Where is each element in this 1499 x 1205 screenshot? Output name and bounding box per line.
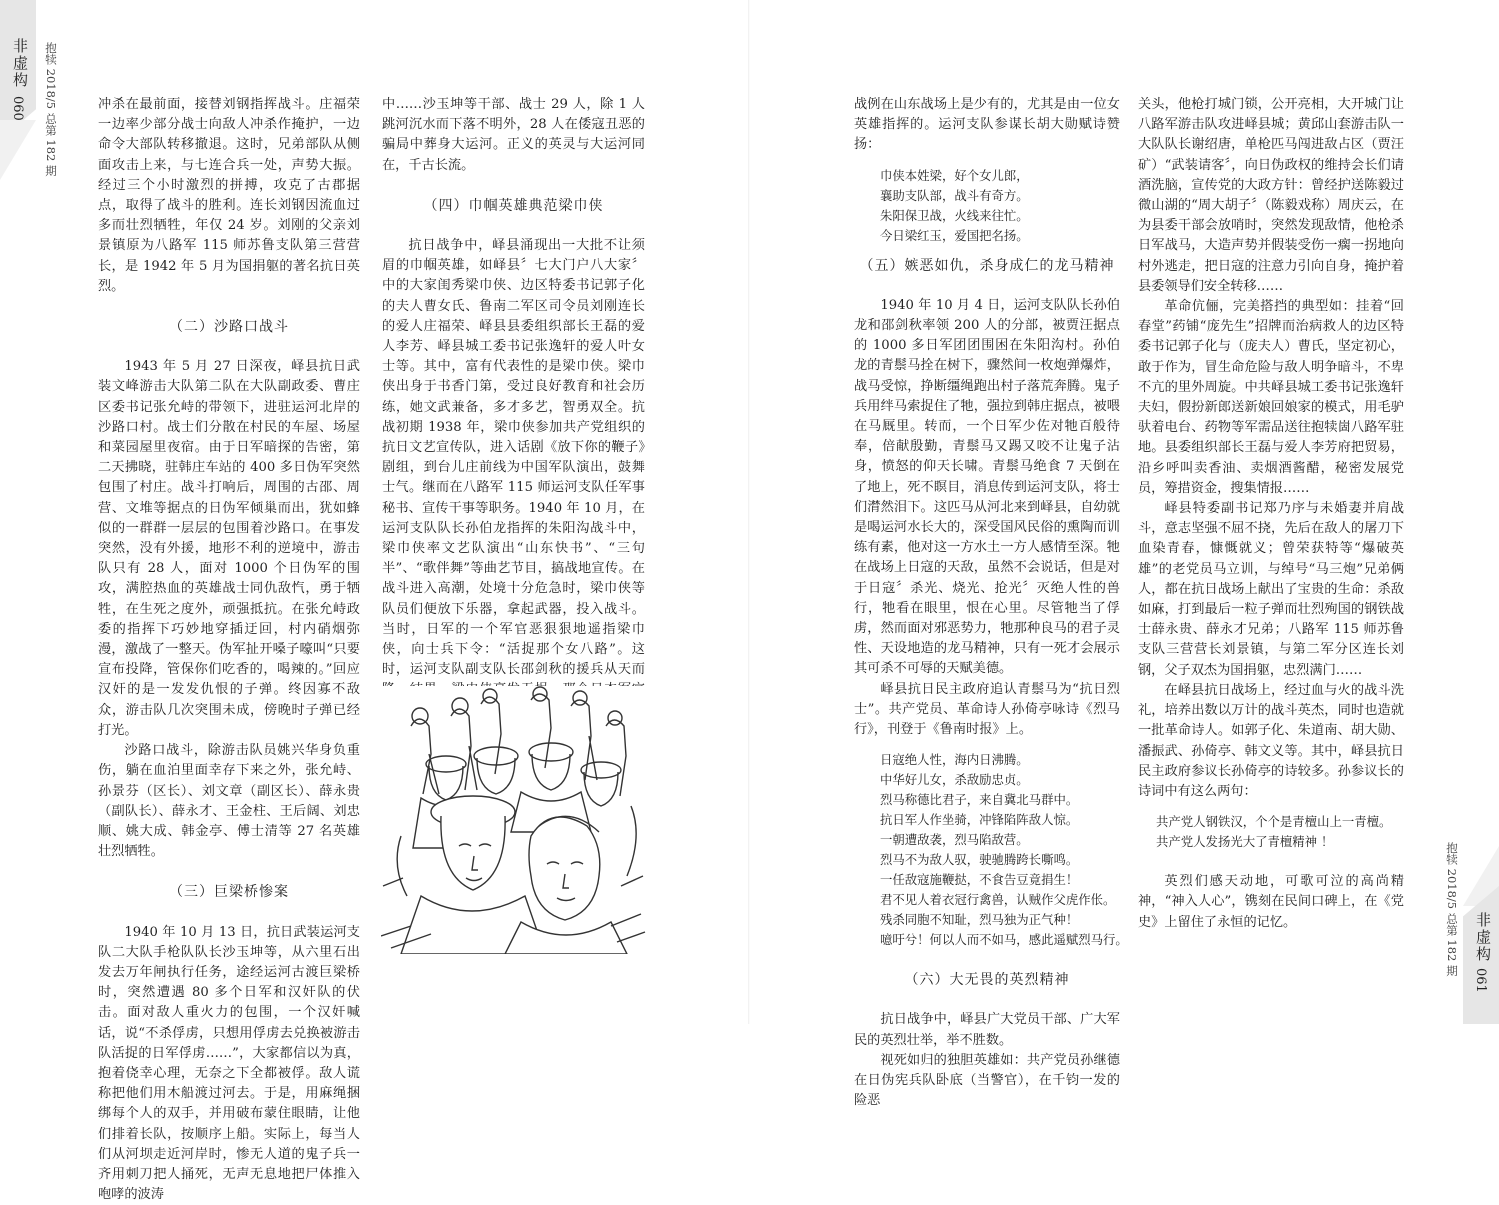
paragraph: 战例在山东战场上是少有的，尤其是由一位女英雄指挥的。运河支队参谋长胡大勋赋诗赞扬： [854, 97, 1120, 153]
poem-line: 一朝遭敌袭，烈马陷敌营。 [880, 832, 1029, 848]
section-heading-3: （三）巨梁桥惨案 [169, 884, 289, 901]
poem-line: 日寇绝人性，海内日沸腾。 [880, 752, 1029, 768]
paragraph: 峄县特委副书记郑乃序与未婚妻并肩战斗，意志坚强不屈不挠，先后在敌人的屠刀下血染青春，慷慨就义；曾荣获特等“爆破英雄”的老党员马立训，与绰号“马三炮”兄弟俩人，都在抗日战场上献出了宝贵的生命：杀敌如麻，打到最后一粒子弹而壮烈殉国的钢铁战士薛永贵、薛永才兄弟；八路军 115 师苏鲁支队三营营长刘景镇，与第二军分区连长刘钢，父子双杰为国捐躯，忠烈满门…… [1138, 501, 1404, 678]
right-section-label: 非虚构 [1474, 912, 1492, 963]
paragraph: 抗日战争中，峄县涌现出一大批不让须眉的巾帼英雄，如峄县〞七大门户八大家〞中的大家闺秀梁巾侠、边区特委书记郭子化的夫人曹女氏、鲁南二军区司令员刘刚连长的爱人庄福荣、峄县县委组织部长王磊的爱人李芳、峄县城工委书记张逸轩的爱人叶女士等。其中，富有代表性的是梁巾侠。梁巾侠出身于书香门第，受过良好教育和社会历练，她文武兼备，多才多艺，智勇双全。抗战初期 1938 年，梁巾侠参加共产党组织的抗日文艺宣传队，进入话剧《放下你的鞭子》剧组，到台儿庄前线为中国军队演出，鼓舞士气。继而在八路军 115 师运河支队任军事秘书、宣传干事等职务。1940 年 10 月，在运河支队队长孙伯龙指挥的朱阳沟战斗中，梁巾侠率文艺队演出“山东快书”、“三句半”、“歌伴舞”等曲艺节目，搞战地宣传。在战斗进入高潮，处境十分危急时，梁巾侠等队员们便放下乐器，拿起武器，投入战斗。当时，日军的一个军官恶狠狠地遥指梁巾侠，向士兵下令：“活捉那个女八路”。这时，运河支队副支队长邵剑秋的援兵从天而 [382, 238, 645, 678]
paragraph: 关头，他枪打城门锁，公开亮相，大开城门让八路军游击队攻进峄县城；黄邱山套游击队一大队队长谢绍唐，单枪匹马闯进敌占区（贾汪矿）“武装请客〞，向日伪政权的维持会长们请酒洗脑，宣传党的大政方针：曾经护送陈毅过微山湖的“周大胡子〞（陈毅戏称）周庆云，在为县委干部会放哨时，突然发现敌情，他枪杀日军战马，大造声势并假装受伤一瘸一拐地向村外逃走，把日寇的注意力引向自身，掩护着县委领导们安全转移…… [1138, 97, 1404, 294]
right-page-number: 061 [1473, 968, 1488, 993]
poem-line: 共产党人发扬光大了青檀精神 ！ [1156, 834, 1334, 850]
poem-line: 烈马不为敌人驭，驶驰腾跨长嘶鸣。 [880, 852, 1079, 868]
paragraph: 1940 年 10 月 13 日，抗日武装运河支队二大队手枪队队长沙玉坤等，从六里石出发去万年闸执行任务，途经运河古渡巨梁桥时，突然遭遇 80 多个日军和汉奸队的伏击。面对敌人重火力的包围，一个汉奸喊话，说“不杀俘虏，只想用俘虏去兑换被游击队活捉的日军俘虏……”，大家都信以为真，抱着侥幸心理，无奈之下全都被俘。敌人谎称把他们用木船渡过河去。于是，用麻绳捆绑每个人的双手，并用破布蒙住眼睛，让他们排着长队，按顺序上船。实际上，每当人们从河坝走近河岸时，惨无人道的鬼子兵一齐用刺刀把人捅死，无声无息地把尸体推入咆哮的波涛 [98, 924, 360, 1203]
poem-line: 共产党人钢铁汉，个个是青檀山上一青檀。 [1156, 814, 1392, 830]
section-heading-4: （四）巾帼英雄典范梁巾侠 [423, 197, 604, 214]
poem-line: 噫吁兮！何以人而不如马，感此遥赋烈马行。 [880, 932, 1128, 948]
paragraph: 冲杀在最前面，接替刘钢指挥战斗。庄福荣一边率少部分战士向敌人冲杀作掩护，一边命令大部队转移撤退。这时，兄弟部队从侧面攻击上来，与七连合兵一处，声势大振。经过三个小时激烈的拼搏，攻克了古郡据点，取得了战斗的胜利。连长刘钢因流血过多而壮烈牺牲，年仅 24 岁。刘刚的父亲刘景镇原为八路军 115 师苏鲁支队第三营营长，是 1942 年 5 月为国捐躯的著名抗日英烈。 [98, 97, 360, 294]
poem-line: 君不见人着衣冠行禽兽，认贼作父虎作伥。 [880, 892, 1116, 908]
left-section-label: 非虚构 [11, 38, 29, 89]
poem-line: 烈马称德比君子，来自冀北马群中。 [880, 792, 1079, 808]
section-heading-5: （五）嫉恶如仇，杀身成仁的龙马精神 [859, 257, 1115, 274]
paragraph: 视死如归的独胆英雄如：共产党员孙继德在日伪宪兵队卧底（当警官），在千钧一发的险恶 [854, 1052, 1120, 1109]
poem-line: 抗日军人作坐骑，冲锋陷阵敌人惊。 [880, 812, 1079, 828]
poem-line: 一任敌寇施鞭挞，不食告豆竟捐生！ [880, 872, 1079, 888]
right-page [750, 0, 1499, 1109]
poem-line: 今日梁红玉，爱国把名扬。 [880, 227, 1029, 243]
section-heading-2: （二）沙路口战斗 [169, 319, 289, 336]
paragraph: 革命伉俪，完美搭挡的典型如：挂着“回春堂”药铺“庞先生”招牌而治病救人的边区特委书记郭子化与（庞夫人）曹氏，坚定初心，敢于作为，冒生命危险与敌人明争暗斗，不卑不亢的里外周旋。中共峄县城工委书记张逸轩夫妇，假扮新郎送新娘回娘家的模式，用毛驴驮着电台、药物等军需品送往抱犊崮八路军驻地。县委组织部长王磊与爱人李芳府把贸易，沿乡呼叫卖香油、卖烟酒酱醋，秘密发展党员，筹措资金，搜集情报…… [1138, 299, 1404, 496]
left-running-head: 抱犊 2018/5 总第 182 期 [44, 42, 58, 177]
poem-line: 中华好儿女，杀敌励忠贞。 [880, 772, 1029, 788]
left-page-number: 060 [10, 96, 25, 121]
right-column-1 [854, 95, 1128, 1112]
poem-2 [854, 750, 1128, 950]
poem-line: 朱阳保卫战，火线来往忙。 [880, 207, 1029, 223]
left-column-1 [98, 95, 360, 1205]
right-running-head: 抱犊 2018/5 总第 182 期 [1445, 842, 1459, 977]
paragraph: 1940 年 10 月 4 日，运河支队队长孙伯龙和邵剑秋率领 200 人的分部，被贾汪据点的 1000 多日军团团围困在朱阳沟村。孙伯龙的青鬃马拴在树下，骤然间一枚炮弹爆炸，战马受惊，挣断缰绳跑出村子落荒奔腾。鬼子兵用绊马索捉住了牠，强拉到韩庄据点，被喂在马厩里。转而，一个日军少佐对牠百般待奉，倍献殷勤，青鬃马又踢又咬不让鬼子沾身，愤怒的仰天长啸。青鬃马绝食 7 天倒在了地上，死不瞑目，消息传到运河支队，将士们潸然泪下。这匹马从河北来到峄县，自幼就是喝运河水长大的，深受国风民俗的熏陶而训练有素，他对这一方水土一方人感情至深。牠在战场上日寇的天敌，虽然不会说话，但是对于日寇〞杀光、烧光、抢光〞灭绝人性的兽行，牠看在眼里，恨在心里。尽管牠当了俘虏，然而面对邪恶势力，牠那种良马的君子灵性、天设地造的龙马精神，只有一死才会展示其可杀不可辱的天赋美德。 [854, 297, 1120, 677]
paragraph: 中……沙玉坤等干部、战士 29 人，除 1 人跳河沉水而下落不明外，28 人在倭寇丑恶的骗局中葬身大运河。正义的英灵与大运河同在，千古长流。 [382, 97, 645, 173]
poem-3 [1138, 812, 1404, 852]
poem-line: 残杀同胞不知耻，烈马独为正气种！ [880, 912, 1079, 928]
paragraph: 抗日战争中，峄县广大党员干部、广大军民的英烈壮举，举不胜数。 [854, 1012, 1120, 1048]
paragraph: 沙路口战斗，除游击队员姚兴华身负重伤，躺在血泊里面幸存下来之外，张允峙、孙景芬（区长）、刘文章（副区长）、薛永贵（副队长）、薛永才、王金柱、王后阔、刘忠顺、姚大成、韩金亭、傅士清等 27 名英雄壮烈牺牲。 [98, 743, 360, 860]
paragraph: 1943 年 5 月 27 日深夜，峄县抗日武装文峰游击大队第二队在大队副政委、曹庄区委书记张允峙的带领下，进驻运河北岸的沙路口村。战士们分散在村民的车屋、场屋和菜园屋里夜宿。由于日军暗探的告密，第二天拂晓，驻韩庄车站的 400 多日伪军突然包围了村庄。战斗打响后，周围的古邵、周营、文堆等据点的日伪军倾巢而出，犹如蜂似的一群群一层层的包围着沙路口。在事发突然，没有外援，地形不利的逆境中，游击队只有 28 人，面对 1000 个日伪军的围攻，满腔热血的英雄战士同仇敌忾，勇于牺牲，在生死之度外，顽强抵抗。在张允峙政委的指挥下巧妙地穿插迂回，村内硝烟弥漫，激战了一整天。伪军扯开嗓子嚎叫“只要宣布投降，管保你们吃香的，喝辣的。”回应汉奸的是一发发仇恨的子弹。终因寡不敌众，游击队几次突围未成，傍晚时子弹已经打光。 [98, 359, 360, 738]
paragraph: 在峄县抗日战场上，经过血与火的战斗洗礼，培养出数以万计的战斗英杰，同时也造就一批革命诗人。如郭子化、朱道南、胡大勋、潘振武、孙倚亭、韩文义等。其中，峄县抗日民主政府参议长孙倚亭的诗较多。孙参议长的诗词中有这么两句： [1138, 682, 1404, 799]
paragraph: 英烈们感天动地，可歌可泣的高尚精神，“神入人心”，镌刻在民间口碑上，在《党史》上留住了永恒的记忆。 [1138, 874, 1404, 930]
right-column-2 [1138, 95, 1404, 933]
soldiers-illustration-icon [381, 686, 647, 954]
paragraph: 峄县抗日民主政府追认青鬃马为“抗日烈士”。共产党员、革命诗人孙倚亭咏诗《烈马行》，刊登于《鲁南时报》上。 [854, 681, 1120, 738]
poem-line: 巾侠本姓梁，好个女儿郎， [880, 167, 1029, 183]
poem-1 [854, 166, 1120, 246]
left-page [0, 0, 749, 1203]
poem-line: 襄助支队部，战斗有奇方。 [880, 187, 1029, 203]
section-heading-6: （六）大无畏的英烈精神 [904, 972, 1070, 989]
left-tab-fold [0, 120, 36, 180]
